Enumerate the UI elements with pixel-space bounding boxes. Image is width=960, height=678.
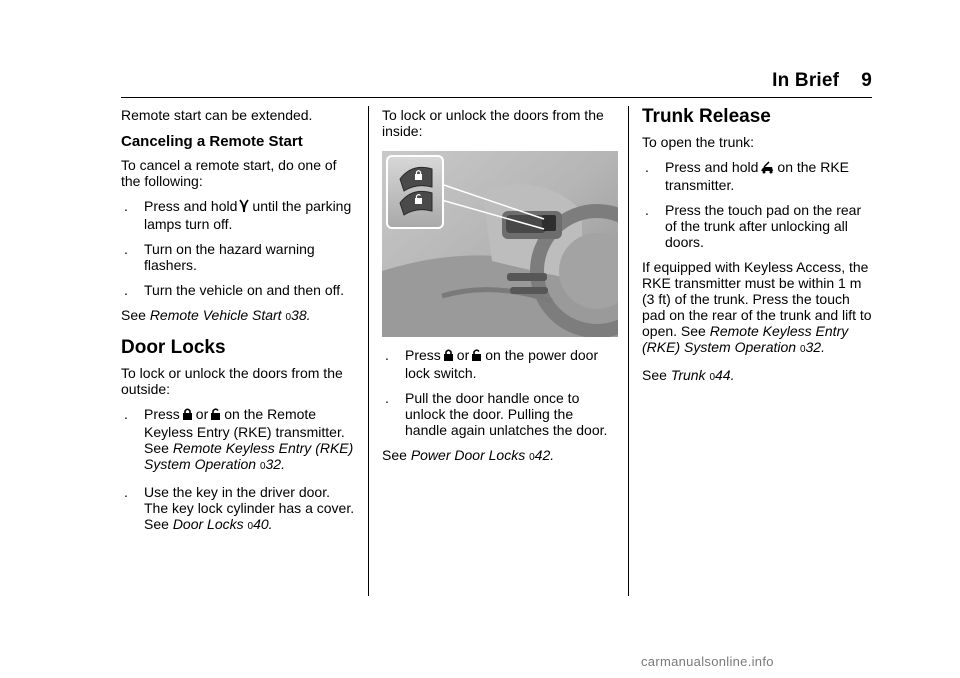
page-ref-icon: 0: [259, 461, 266, 472]
heading-door-locks: Door Locks: [121, 337, 226, 358]
cross-reference-link[interactable]: Remote Keyless Entry (RKE) System Operation: [642, 323, 849, 355]
bullet-mark: .: [385, 347, 389, 363]
inside-instructions: To lock or unlock the doors from the inside:: [382, 107, 604, 139]
lock-icon: [443, 348, 454, 365]
bullet-mark: .: [124, 484, 128, 500]
cross-reference-link[interactable]: Remote Vehicle Start: [149, 307, 282, 323]
bullet-mark: .: [124, 198, 128, 214]
list-item: . Pull the door handle once to unlock the door. Pulling the handle again unlatches the door.: [385, 390, 608, 438]
keyless-access-text: If equipped with Keyless Access, the RKE transmitter must be within 1 m (3 ft) of the trunk. Press the touch pad on the rear of the trunk and lift to open. See Remote Keyless Entry (RKE) System Operation 032.: [642, 259, 872, 355]
see-reference: See Remote Vehicle Start 038.: [121, 307, 311, 323]
bullet-mark: .: [124, 282, 128, 298]
list-item: . Press and hold on the RKE transmitter.: [645, 159, 850, 193]
cross-reference-link[interactable]: Door Locks: [172, 516, 244, 532]
page-ref-icon: 0: [247, 521, 254, 532]
page-ref-number: 42: [534, 447, 551, 463]
cross-reference-link[interactable]: Remote Keyless Entry (RKE) System Operation: [144, 440, 354, 472]
column-3: [642, 107, 876, 395]
open-trunk-instructions: To open the trunk:: [642, 134, 755, 150]
list-item: . Turn the vehicle on and then off.: [124, 282, 345, 298]
page-number: 9: [861, 70, 872, 91]
cancel-instructions: To cancel a remote start, do one of the following:: [121, 157, 337, 189]
list-item: . Press and hold until the parking lamps turn off.: [124, 198, 352, 232]
header-rule: [121, 97, 872, 98]
unlock-icon: [210, 407, 221, 424]
list-item: . Press or on the power door lock switch.: [385, 347, 599, 381]
outside-instructions: To lock or unlock the doors from the outside:: [121, 365, 343, 397]
column-divider-2: [628, 106, 629, 596]
intro-text: Remote start can be extended.: [121, 107, 313, 123]
see-reference: See Power Door Locks 042.: [382, 447, 555, 463]
watermark: carmanualsonline.info: [641, 654, 774, 669]
page-ref-number: 32: [805, 339, 822, 355]
heading-canceling-remote-start: Canceling a Remote Start: [121, 133, 303, 150]
bullet-mark: .: [385, 390, 389, 406]
page-ref-icon: 0: [529, 452, 535, 463]
column-2: [382, 107, 618, 475]
column-divider-1: [368, 106, 369, 596]
bullet-mark: .: [645, 159, 649, 175]
heading-trunk-release: Trunk Release: [642, 106, 771, 127]
see-reference: See Trunk 044.: [642, 367, 735, 383]
list-item: . Press or on the Remote Keyless Entry (RKE) transmitter. See Remote Keyless Entry (RKE) System Operation 032.: [124, 406, 354, 472]
list-item: . Use the key in the driver door. The key lock cylinder has a cover. See Door Locks 040.: [124, 484, 355, 532]
cross-reference-link[interactable]: Trunk: [670, 367, 706, 383]
page-ref-number: 44: [715, 367, 731, 383]
page-ref-icon: 0: [709, 372, 716, 383]
lock-icon: [182, 407, 193, 424]
bullet-mark: .: [124, 406, 128, 422]
header-title: [772, 70, 872, 92]
list-item: . Press the touch pad on the rear of the trunk after unlocking all doors.: [645, 202, 862, 250]
list-item: . Turn on the hazard warning flashers.: [124, 241, 315, 273]
page-ref-number: 32: [265, 456, 282, 472]
bullet-mark: .: [124, 241, 128, 257]
trunk-release-icon: [760, 160, 774, 177]
cross-reference-link[interactable]: Power Door Locks: [410, 447, 526, 463]
section-title: In Brief: [772, 70, 840, 91]
page-ref-number: 40: [253, 516, 269, 532]
unlock-icon: [471, 348, 482, 365]
page-header: [121, 68, 872, 94]
remote-start-icon: [239, 199, 249, 216]
column-1: [121, 107, 357, 544]
page-ref-number: 38: [291, 307, 307, 323]
bullet-mark: .: [645, 202, 649, 218]
door-lock-switch-photo: [382, 151, 618, 337]
page-ref-icon: 0: [285, 312, 292, 323]
page-ref-icon: 0: [799, 344, 806, 355]
